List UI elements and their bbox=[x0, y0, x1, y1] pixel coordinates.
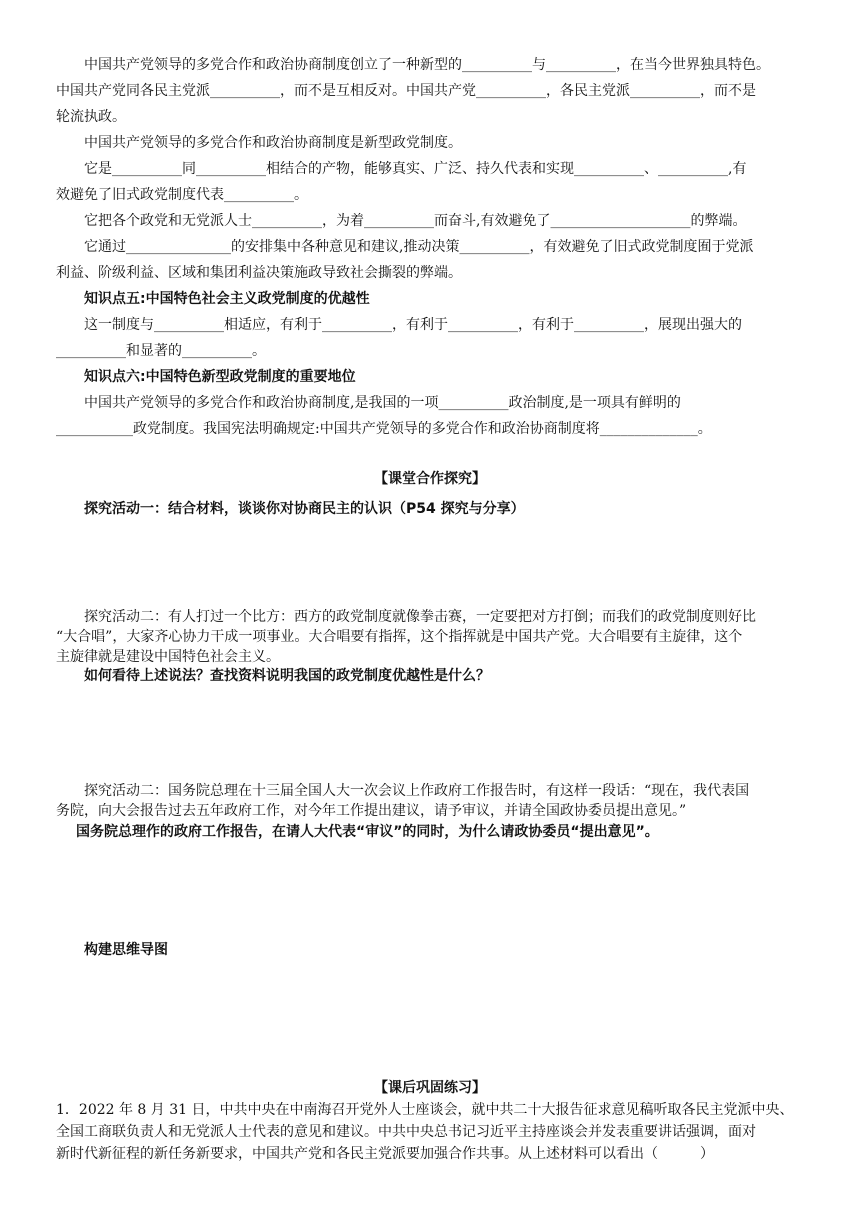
knowledge-point-heading: 知识点六:中国特色新型政党制度的重要地位 bbox=[84, 369, 356, 385]
paragraph-line: 务院，向大会报告过去五年政府工作，对今年工作提出建议，请予审议，并请全国政协委员提出意见。” bbox=[56, 803, 687, 819]
paragraph-line: 效避免了旧式政党制度代表__________。 bbox=[56, 187, 308, 203]
paragraph-line: 它把各个政党和无党派人士__________，为着__________而奋斗,有效避免了____________________的弊端。 bbox=[84, 213, 747, 229]
paragraph-line: 探究活动二：国务院总理在十三届全国人大一次会议上作政府工作报告时，有这样一段话：“现在，我代表国 bbox=[84, 783, 750, 799]
paragraph-line: 中国共产党领导的多党合作和政治协商制度是新型政党制度。 bbox=[84, 135, 462, 151]
paragraph-line: 中国共产党领导的多党合作和政治协商制度创立了一种新型的__________与__________，在当今世界独具特色。 bbox=[84, 57, 770, 73]
paragraph-line: 中国共产党领导的多党合作和政治协商制度,是我国的一项__________政治制度,是一项具有鲜明的 bbox=[84, 395, 681, 411]
activity-question: 国务院总理作的政府工作报告，在请人大代表“审议”的同时，为什么请政协委员“提出意见”。 bbox=[76, 824, 659, 840]
knowledge-point-heading: 知识点五:中国特色社会主义政党制度的优越性 bbox=[84, 291, 370, 307]
paragraph-line: 它通过_______________的安排集中各种意见和建议,推动决策__________，有效避免了旧式政党制度囿于党派 bbox=[84, 239, 754, 255]
question-line: 全国工商联负责人和无党派人士代表的意见和建议。中共中央总书记习近平主持座谈会并发表重要讲话强调，面对 bbox=[56, 1124, 756, 1140]
paragraph-line: “大合唱”，大家齐心协力干成一项事业。大合唱要有指挥，这个指挥就是中国共产党。大合唱要有主旋律，这个 bbox=[56, 629, 743, 645]
paragraph-line: 轮流执政。 bbox=[56, 109, 126, 125]
section-title: 【课后巩固练习】 bbox=[374, 1080, 486, 1096]
mindmap-heading: 构建思维导图 bbox=[84, 942, 168, 958]
paragraph-line: __________和显著的__________。 bbox=[56, 343, 266, 359]
paragraph-line: 探究活动二：有人打过一个比方：西方的政党制度就像拳击赛，一定要把对方打倒；而我们的政党制度则好比 bbox=[84, 609, 756, 625]
paragraph-line: ___________政党制度。我国宪法明确规定:中国共产党领导的多党合作和政治协商制度将______________。 bbox=[56, 421, 712, 437]
paragraph-line: 它是__________同__________相结合的产物，能够真实、广泛、持久代表和实现__________、__________,有 bbox=[84, 161, 747, 177]
paragraph-line: 这一制度与__________相适应，有利于__________，有利于__________，有利于__________，展现出强大的 bbox=[84, 317, 742, 333]
paragraph-line: 利益、阶级利益、区域和集团利益决策施政导致社会撕裂的弊端。 bbox=[56, 265, 462, 281]
paragraph-line: 主旋律就是建设中国特色社会主义。 bbox=[56, 649, 280, 665]
activity-question: 如何看待上述说法？查找资料说明我国的政党制度优越性是什么？ bbox=[84, 668, 490, 684]
question-line: 新时代新征程的新任务新要求，中国共产党和各民主党派要加强合作共事。从上述材料可以看出（ ） bbox=[56, 1146, 714, 1162]
activity-heading: 探究活动一：结合材料，谈谈你对协商民主的认识（P54 探究与分享） bbox=[84, 501, 525, 517]
question-line: 1．2022 年 8 月 31 日，中共中央在中南海召开党外人士座谈会，就中共二十大报告征求意见稿听取各民主党派中央、 bbox=[56, 1102, 794, 1118]
section-title: 【课堂合作探究】 bbox=[374, 471, 486, 487]
paragraph-line: 中国共产党同各民主党派__________，而不是互相反对。中国共产党__________，各民主党派__________，而不是 bbox=[56, 83, 756, 99]
